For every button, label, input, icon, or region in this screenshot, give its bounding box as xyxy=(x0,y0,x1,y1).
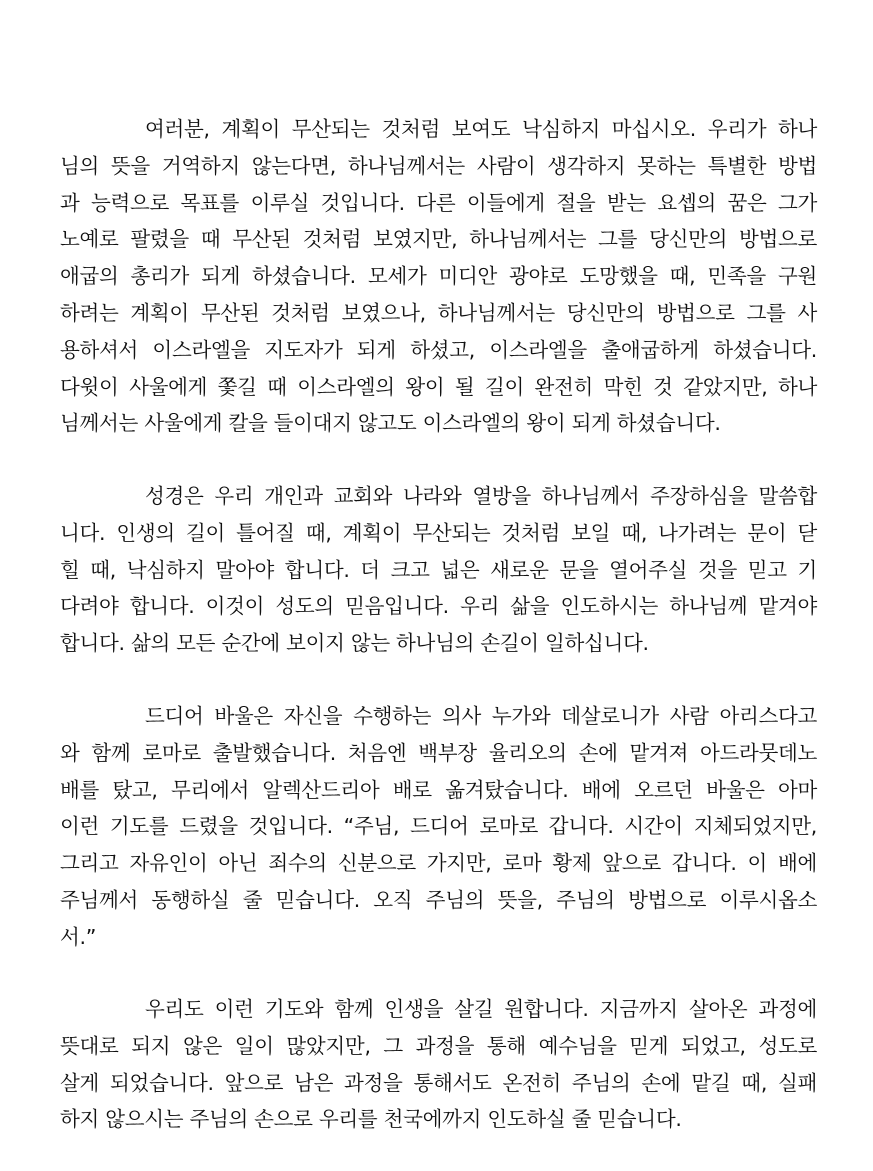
text-line: 그리고 자유인이 아닌 죄수의 신분으로 가지만, 로마 황제 앞으로 갑니다. 이 배에 xyxy=(60,851,817,876)
text-line: 서.” xyxy=(60,924,97,949)
text-line: 합니다. 삶의 모든 순간에 보이지 않는 하나님의 손길이 일하십니다. xyxy=(60,631,649,656)
text-line: 힐 때, 낙심하지 말아야 합니다. 더 크고 넓은 새로운 문을 열어주실 것을 믿고 기 xyxy=(60,557,817,582)
text-line: 뜻대로 되지 않은 일이 많았지만, 그 과정을 통해 예수님을 믿게 되었고, 성도로 xyxy=(60,1033,817,1058)
text-line: 와 함께 로마로 출발했습니다. 처음엔 백부장 율리오의 손에 맡겨져 아드라뭇데노 xyxy=(60,740,817,765)
text-line: 용하셔서 이스라엘을 지도자가 되게 하셨고, 이스라엘을 출애굽하게 하셨습니다. xyxy=(60,337,817,362)
text-line: 하지 않으시는 주님의 손으로 우리를 천국에까지 인도하실 줄 믿습니다. xyxy=(60,1107,682,1132)
text-line: 니다. 인생의 길이 틀어질 때, 계획이 무산되는 것처럼 보일 때, 나가려는 문이 닫 xyxy=(60,520,817,545)
text-line: 배를 탔고, 무리에서 알렉산드리아 배로 옮겨탔습니다. 배에 오르던 바울은 아마 xyxy=(60,777,817,802)
text-line: 주님께서 동행하실 줄 믿습니다. 오직 주님의 뜻을, 주님의 방법으로 이루시옵소 xyxy=(60,887,817,912)
text-line: 님께서는 사울에게 칼을 들이대지 않고도 이스라엘의 왕이 되게 하셨습니다. xyxy=(60,411,721,436)
text-line: 하려는 계획이 무산된 것처럼 보였으나, 하나님께서는 당신만의 방법으로 그를 사 xyxy=(60,300,817,325)
text-line: 다려야 합니다. 이것이 성도의 믿음입니다. 우리 삶을 인도하시는 하나님께 맡겨야 xyxy=(60,594,817,619)
paragraph-2 xyxy=(60,478,817,662)
text-line: 여러분, 계획이 무산되는 것처럼 보여도 낙심하지 마십시오. 우리가 하나 xyxy=(145,117,817,141)
text-line: 드디어 바울은 자신을 수행하는 의사 누가와 데살로니가 사람 아리스다고 xyxy=(145,704,817,728)
paragraph-3 xyxy=(60,698,817,956)
text-line: 살게 되었습니다. 앞으로 남은 과정을 통해서도 온전히 주님의 손에 맡길 때, 실패 xyxy=(60,1070,817,1095)
text-line: 성경은 우리 개인과 교회와 나라와 열방을 하나님께서 주장하심을 말씀합 xyxy=(145,484,817,508)
paragraph-1 xyxy=(60,111,817,442)
text-line: 과 능력으로 목표를 이루실 것입니다. 다른 이들에게 절을 받는 요셉의 꿈은 그가 xyxy=(60,190,817,215)
text-line: 이런 기도를 드렸을 것입니다. “주님, 드디어 로마로 갑니다. 시간이 지체되었지만, xyxy=(60,814,817,839)
text-line: 애굽의 총리가 되게 하셨습니다. 모세가 미디안 광야로 도망했을 때, 민족을 구원 xyxy=(60,264,817,289)
text-line: 노예로 팔렸을 때 무산된 것처럼 보였지만, 하나님께서는 그를 당신만의 방법으로 xyxy=(60,227,817,252)
text-line: 다윗이 사울에게 쫓길 때 이스라엘의 왕이 될 길이 완전히 막힌 것 같았지만, 하나 xyxy=(60,374,817,399)
paragraph-4 xyxy=(60,991,817,1138)
text-line: 우리도 이런 기도와 함께 인생을 살길 원합니다. 지금까지 살아온 과정에 xyxy=(145,997,817,1021)
text-line: 님의 뜻을 거역하지 않는다면, 하나님께서는 사람이 생각하지 못하는 특별한 방법 xyxy=(60,153,817,178)
